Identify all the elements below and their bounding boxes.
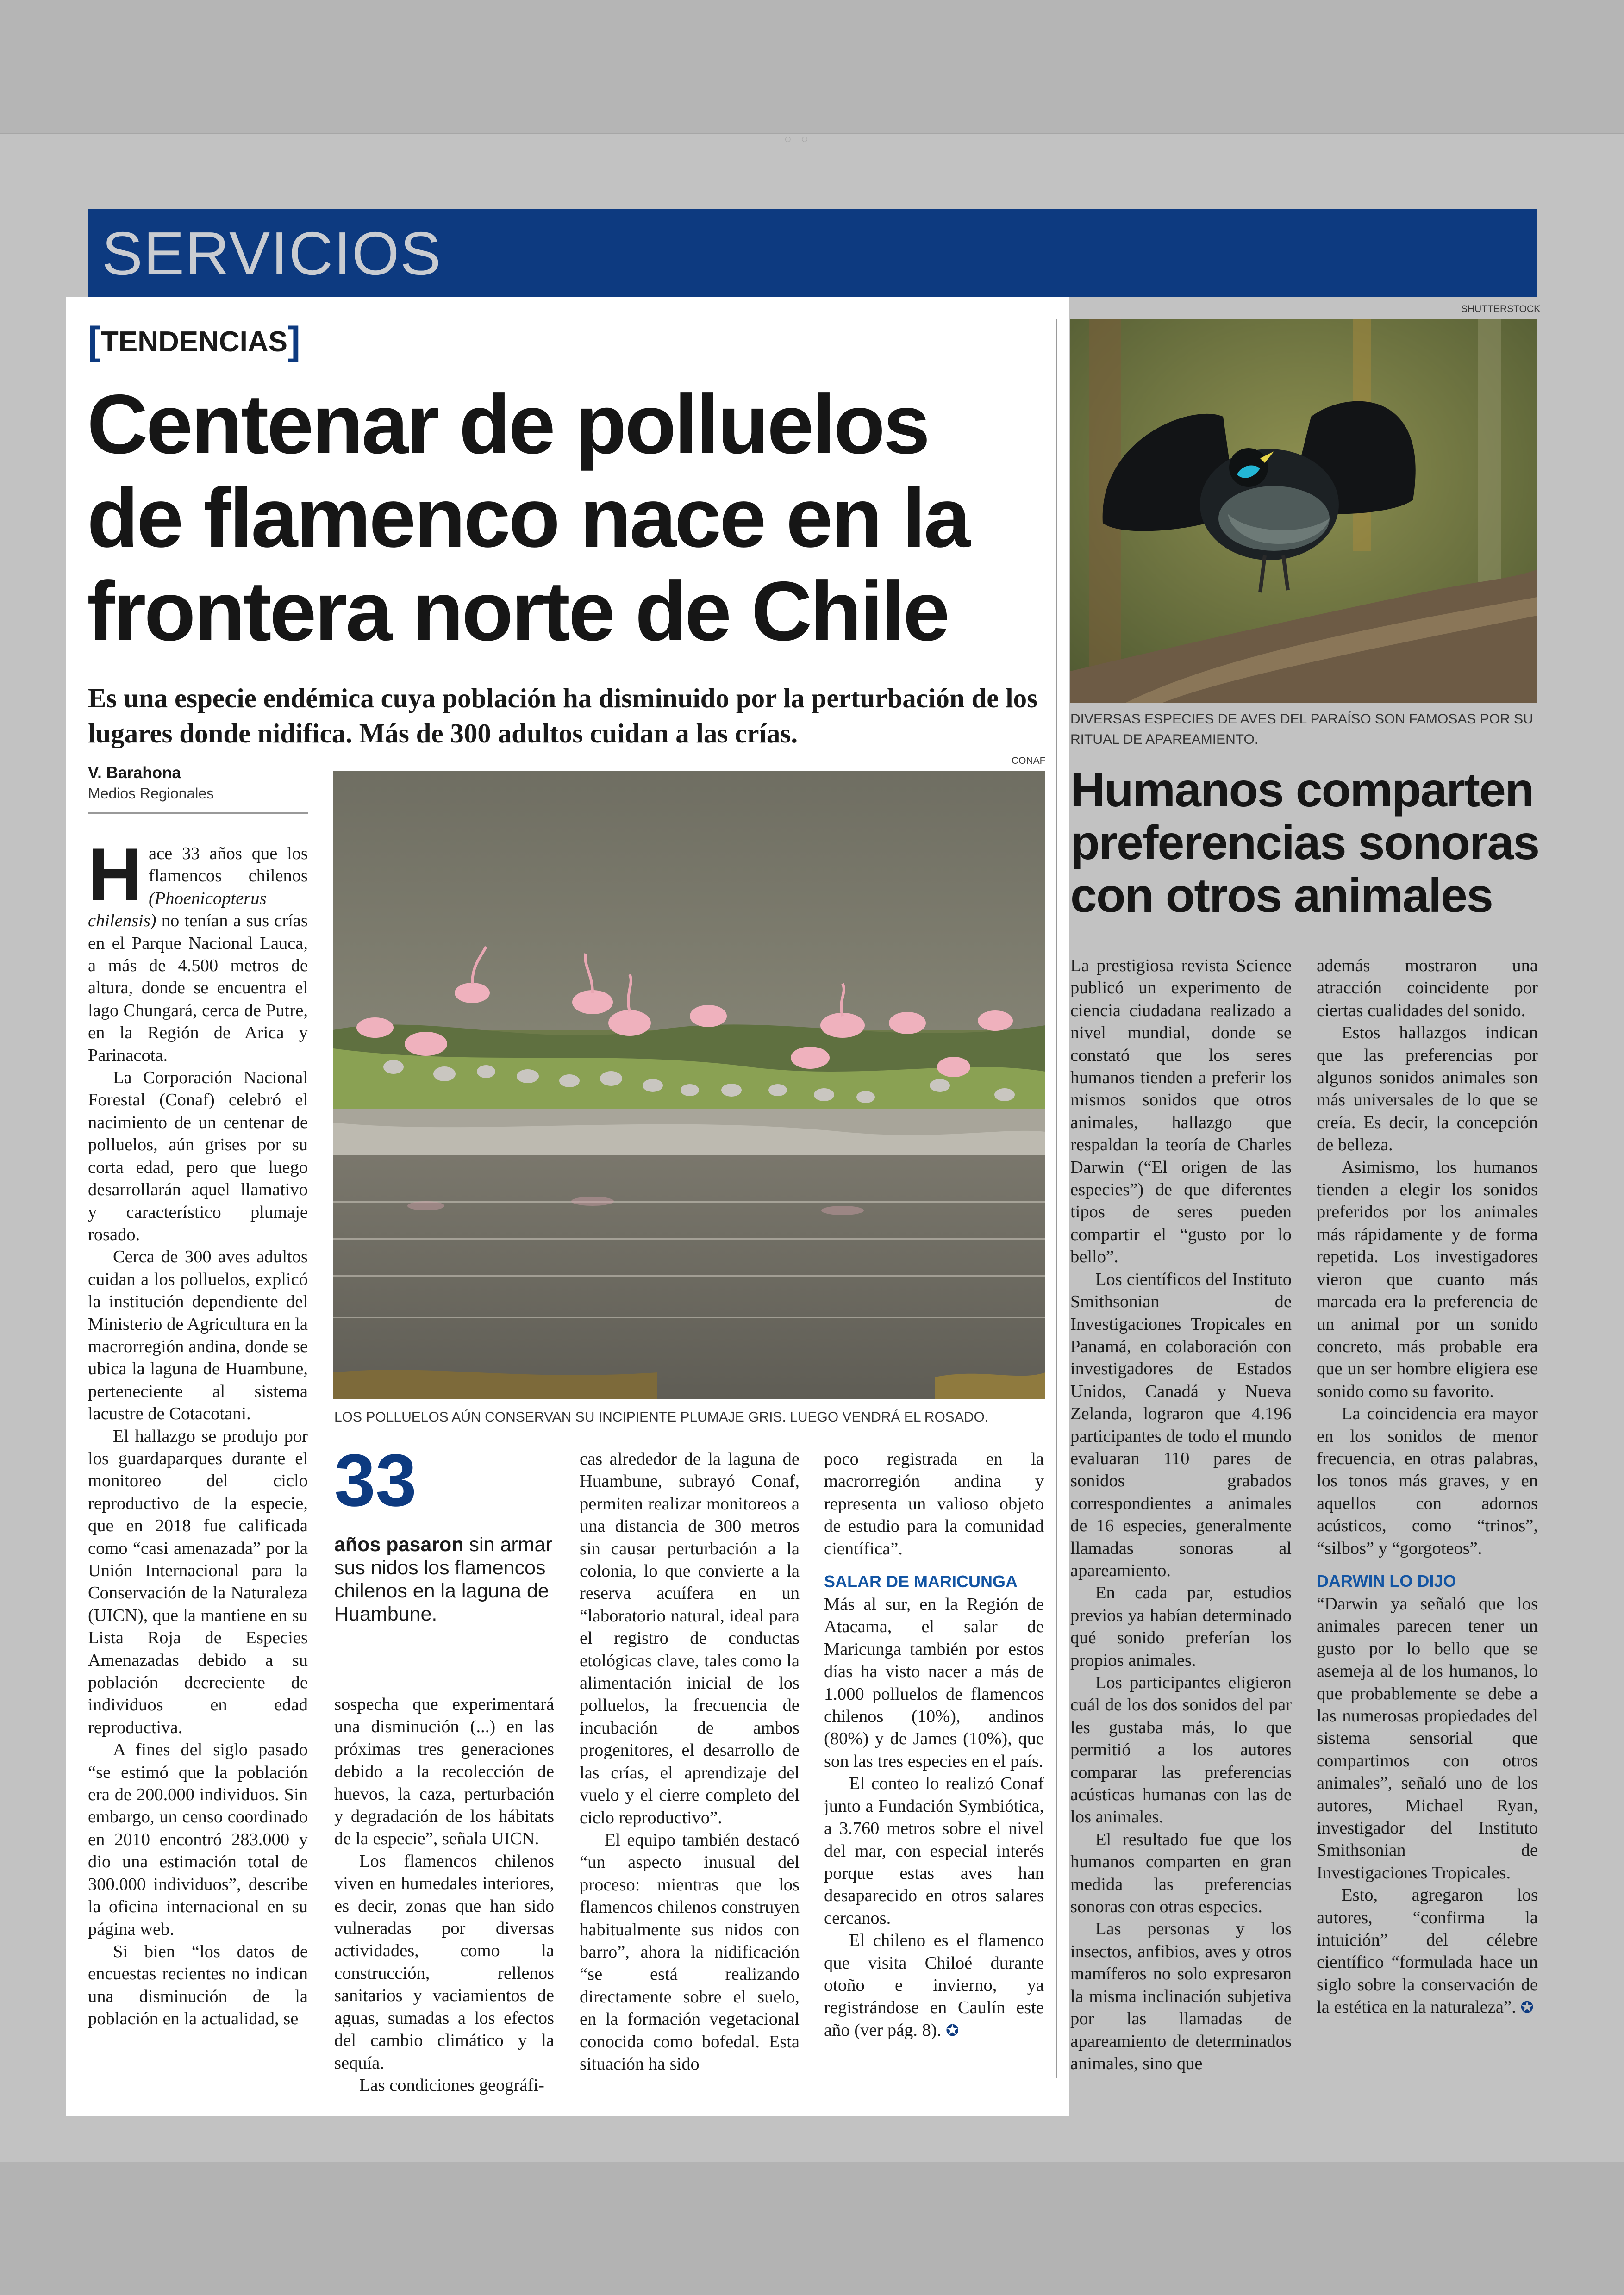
article-column-1: Hace 33 años que los flamencos chilenos (Phoenicopterus chilensis) no tenían a sus crías en el Parque Nacional Lauca, a más de 4.500 metros de altura, donde se encuentra el lago Chungará, cerca de Putre, en la Región de Arica y Parinacota. La Corporación Nacional Forestal (Conaf) celebró el nacimiento de un centenar de polluelos, aún grises por su corta edad, pero que luego desarrollarán aquel llamativo y característico plumaje rosado. Cerca de 300 aves adultos cuidan a los polluelos, explicó la institución dependiente del Ministerio de Agricultura en la macrorregión andina, donde se ubica la laguna de Huambune, perteneciente al sistema lacustre de Cotacotani. El hallazgo se produjo por los guardaparques durante el monitoreo del ciclo reproductivo de la especie, que en 2018 fue calificada como “casi amenazada” por la Unión Internacional para la Conservación de la Naturaleza (UICN), que la mantiene en su Lista Roja de Especies Amenazadas debido a su población decreciente de individuos en edad reproductiva. A fines del siglo pasado “se estimó que la población era de 200.000 individuos. Sin embargo, un censo coordinado en 2010 encontró 283.000 y dio una estimación total de 300.000 individuos”, describe la oficina internacional en su página web. Si bien “los datos de encuestas recientes no indican una disminución de la población en la actualidad, se [88,833,308,2029]
fact-text: años pasaron sin armar sus nidos los flamencos chilenos en la laguna de Huambune. [334,1534,552,1625]
article-deck: Es una especie endémica cuya población ha disminuido por la perturbación de los lugares donde nidifica. Más de 300 adultos cuidan a las crías. [88,683,1038,748]
flamingo-photo [333,771,1045,1399]
fact-number: 33 [334,1439,417,1522]
section-title: SERVICIOS [102,219,442,287]
end-mark-icon: ✪ [945,2021,959,2040]
bird-of-paradise-photo [1070,319,1537,703]
side-photo-caption: DIVERSAS ESPECIES DE AVES DEL PARAÍSO SON FAMOSAS POR SU RITUAL DE APAREAMIENTO. [1070,711,1533,747]
page-indicator[interactable]: ◦ ◦ [782,130,810,151]
byline-author: V. Barahona [88,764,181,782]
side-photo-credit: SHUTTERSTOCK [1461,304,1541,314]
byline-divider [88,812,308,814]
photo-credit: CONAF [1012,755,1046,766]
end-mark-icon: ✪ [1520,1998,1534,2017]
byline-org: Medios Regionales [88,785,214,802]
subhead-darwin: DARWIN LO DIJO [1317,1571,1456,1590]
article-headline: Centenar de polluelos de flamenco nace en la frontera norte de Chile [87,377,969,658]
photo-caption: LOS POLLUELOS AÚN CONSERVAN SU INCIPIENTE PLUMAJE GRIS. LUEGO VENDRÁ EL ROSADO. [334,1409,989,1425]
viewer-top-bar [0,0,1624,134]
section-banner [88,209,1537,297]
side-column-2: además mostraron una atracción coincidente por ciertas cualidades del sonido. Estos hallazgos indican que las preferencias por algunos sonidos animales son más universales de lo que se creía. Es decir, la concepción de belleza. Asimismo, los humanos tienden a elegir los sonidos preferidos por los animales más rápidamente y de forma repetida. Los investigadores vieron que cuanto más marcada era la preferencia de un animal por un sonido concreto, más probable era que un ser hombre eligiera ese sonido como su favorito. La coincidencia era mayor en los sonidos de menor frecuencia, en otras palabras, los tonos más graves, y en aquellos con adornos acústicos, como “trinos”, “silbos” y “gorgoteos”. DARWIN LO DIJO “Darwin ya señaló que los animales parecen tener un gusto por lo bello que se asemeja al de los humanos, lo que probablemente se debe a las numerosas propiedades del sistema sensorial que compartimos con otros animales”, señaló uno de los autores, Michael Ryan, investigador del Instituto Smithsonian de Investigaciones Tropicales. Esto, agregaron los autores, “confirma la intuición” del célebre científico “formulada hace un siglo sobre la conservación de la estética en la naturaleza”. ✪ [1317,956,1538,2017]
side-headline: Humanos comparten preferencias sonoras con otros animales [1070,763,1539,923]
side-column-1: La prestigiosa revista Science publicó un experimento de ciencia ciudadana realizado a nivel mundial, donde se constató que los seres humanos tienden a preferir los mismos sonidos que otros animales, hallazgo que respaldan la teoría de Charles Darwin (“El origen de las especies”) de que diferentes tipos de seres pueden compartir el “gusto por lo bello”. Los científicos del Instituto Smithsonian de Investigaciones Tropicales en Panamá, en colaboración con investigadores de Estados Unidos, Canadá y Nueva Zelanda, lograron que 4.196 participantes de todo el mundo evaluaran 110 pares de sonidos grabados correspondientes a animales de 16 especies, generalmente llamadas sonoras al apareamiento. En cada par, estudios previos ya habían determinado qué sonido preferían los propios animales. Los participantes eligieron cuál de los dos sonidos del par les gustaba más, lo que permitió a los autores comparar las preferencias acústicas humanas con las de los animales. El resultado fue que los humanos comparten en gran medida las preferencias sonoras con otras especies. Las personas y los insectos, anfibios, aves y otros mamíferos no solo expresaron la misma inclinación subjetiva por las llamadas de apareamiento de determinados animales, sino que [1070,956,1292,2073]
article-column-2: sospecha que experimentará una disminución (...) en las próximas tres generaciones debido a la recolección de huevos, la caza, perturbación y degradación de los hábitats de la especie”, señala UICN. Los flamencos chilenos viven en humedales interiores, es decir, zonas que han sido vulneradas por diversas actividades, como la construcción, rellenos sanitarios y vaciamientos de aguas, sumadas a los efectos del cambio climático y la sequía. Las condiciones geográfi- [334,1695,554,2095]
article-column-3: cas alrededor de la laguna de Huambune, subrayó Conaf, permiten realizar monitoreos a una distancia de 300 metros sin causar perturbación a la colonia, lo que convierte a la reserva acuífera en un “laboratorio natural, ideal para el registro de conductas etológicas clave, tales como la alimentación inicial de los polluelos, la frecuencia de incubación de ambos progenitores, el desarrollo de las crías, el aprendizaje del vuelo y el cierre completo del ciclo reproductivo”. El equipo también destacó “un aspecto inusual del proceso: mientras que los flamencos chilenos construyen habitualmente sus nidos con barro”, ahora la nidificación “se está realizando directamente sobre el suelo, en la formación vegetacional conocida como bofedal. Esta situación ha sido [580,1449,800,2074]
subhead-maricunga: SALAR DE MARICUNGA [824,1572,1018,1591]
article-column-4: poco registrada en la macrorregión andina y representa un valioso objeto de estudio para la comunidad científica”. SALAR DE MARICUNGA Más al sur, en la Región de Atacama, el salar de Maricunga también por estos días ha visto nacer a más de 1.000 polluelos de flamencos chilenos (10%), andinos (80%) y de James (10%), que son las tres especies en el país. El conteo lo realizó Conaf junto a Fundación Symbiótica, a 3.760 metros sobre el nivel del mar, con especial interés porque estas aves han desaparecido en otros salares cercanos. El chileno es el flamenco que visita Chiloé durante otoño e invierno, ya registrándose en Caulín este año (ver pág. 8). ✪ [824,1449,1044,2040]
article-kicker: [TENDENCIAS] [88,319,300,362]
